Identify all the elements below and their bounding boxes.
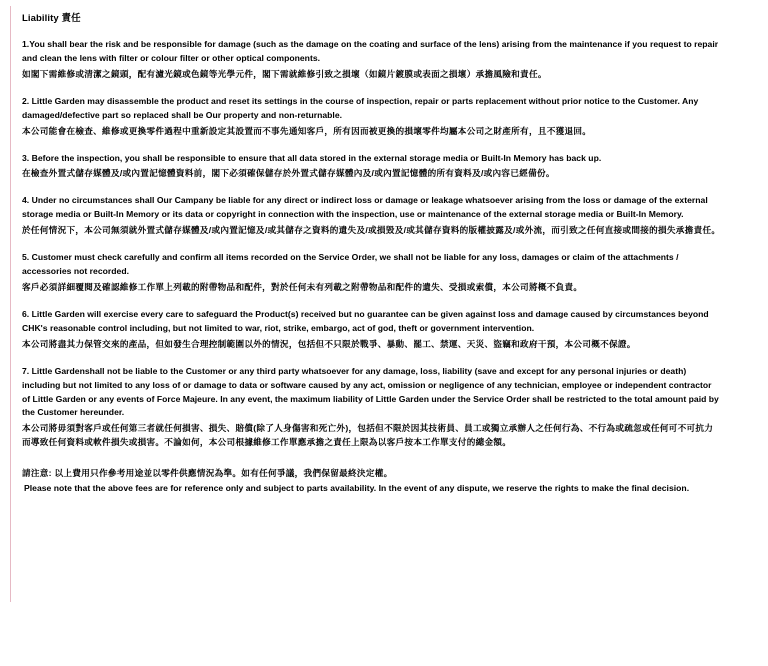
clause-text-en: 2. Little Garden may disassemble the product and reset its settings in the course of inspection, repair or parts replacement without prior notice to the Customer. Any damaged/defective part so replaced shall be Our property and non-returnable. (22, 95, 699, 120)
page-left-rule (10, 6, 11, 602)
clause-7 (22, 365, 722, 451)
clause-text-en: 6. Little Garden will exercise every care to safeguard the Product(s) received but no guarantee can be given against loss and damage caused by circumstances beyond CHK's reasonable control including, but not limited to war, riot, strike, embargo, act of god, theft or government intervention. (22, 308, 709, 333)
clause-text-zh: 本公司將毋須對客戶或任何第三者就任何損害、損失、賠償(除了人身傷害和死亡外)，包括但不限於因其技術員、員工或獨立承辦人之任何行為、不行為或疏忽或任何可不可抗力而導致任何資料或軟件損失或損害。不論如何，本公司根據維修工作單應承擔之責任上限為以客戶按本工作單支付的總金額。 (22, 423, 714, 448)
clause-5 (22, 251, 722, 295)
notice-text-en: Please note that the above fees are for reference only and subject to parts availability. In the event of any dispute, we reserve the rights to make the final decision. (24, 482, 690, 493)
clause-3 (22, 152, 722, 182)
clause-text-zh: 如閣下需維修或清潔之鏡頭，配有濾光鏡或色鏡等光學元件，閣下需就維修引致之損壞（如鏡片鍍膜或表面之損壞）承擔風險和責任。 (22, 68, 547, 79)
clause-2 (22, 95, 722, 139)
clause-text-zh: 在檢查外置式儲存媒體及/或內置記憶體資料前，閣下必須確保儲存於外置式儲存媒體內及/或內置記憶體的所有資料及/或內容已經備份。 (22, 168, 555, 179)
clause-text-en: 3. Before the inspection, you shall be responsible to ensure that all data stored in the external storage media or Built-In Memory has back up. (22, 152, 602, 163)
final-notice (22, 466, 722, 495)
clause-6 (22, 308, 722, 352)
clause-text-zh: 客戶必須詳細覆閱及確認維修工作單上列載的附帶物品和配件，對於任何未有列載之附帶物品和配件的遺失、受損或索償，本公司將概不負責。 (22, 281, 583, 292)
page-title: Liability 責任 (22, 13, 81, 24)
clause-1 (22, 38, 722, 82)
clause-4 (22, 194, 722, 238)
clause-text-en: 7. Little Gardenshall not be liable to the Customer or any third party whatsoever for any damage, loss, liability (save and except for any personal injuries or death) including but not limited to any loss of or damage to data or software caused by any act, omission or negligence of any technician, employee or independent contractor of Little Garden or any events of Force Majeure. In any event, the maximum liability of Little Garden under the Service Order shall be restricted to the total amount paid by the Customer hereunder. (22, 365, 719, 418)
clause-text-zh: 本公司能會在檢查、維修或更換零件過程中重新設定其設置而不事先通知客戶，所有因而被更換的損壞零件均屬本公司之財產所有，且不獲退回。 (22, 125, 592, 136)
clause-text-en: 1.You shall bear the risk and be responsible for damage (such as the damage on the coating and surface of the lens) arising from the maintenance if you request to repair and clean the lens with filter or colour filter or other optical components. (22, 39, 719, 63)
clause-text-en: 5. Customer must check carefully and confirm all items recorded on the Service Order, we shall not be liable for any loss, damages or claim of the attachments / accessories not recorded. (22, 252, 679, 277)
notice-text-zh: 請注意: 以上費用只作參考用途並以零件供應情況為準。如有任何爭議，我們保留最終決定權。 (22, 468, 393, 479)
clause-text-zh: 於任何情況下，本公司無須就外置式儲存媒體及/或內置記憶及/或其儲存之資料的遺失及/或損毀及/或其儲存資料的版權披露及/或外流，而引致之任何直接或間接的損失承擔責任。 (22, 225, 721, 236)
clause-text-zh: 本公司將盡其力保管交來的產品，但如發生合理控制範圍以外的情況，包括但不只限於戰爭、暴動、罷工、禁運、天災、盜竊和政府干預，本公司概不保證。 (22, 338, 636, 349)
clause-text-en: 4. Under no circumstances shall Our Campany be liable for any direct or indirect loss or damage or leakage whatsoever arising from the loss or damage of the external storage media or Built-In Memory or its data or copyright in connection with the inspection, use or maintenance of the external storage media or Built-In Memory. (22, 195, 708, 220)
